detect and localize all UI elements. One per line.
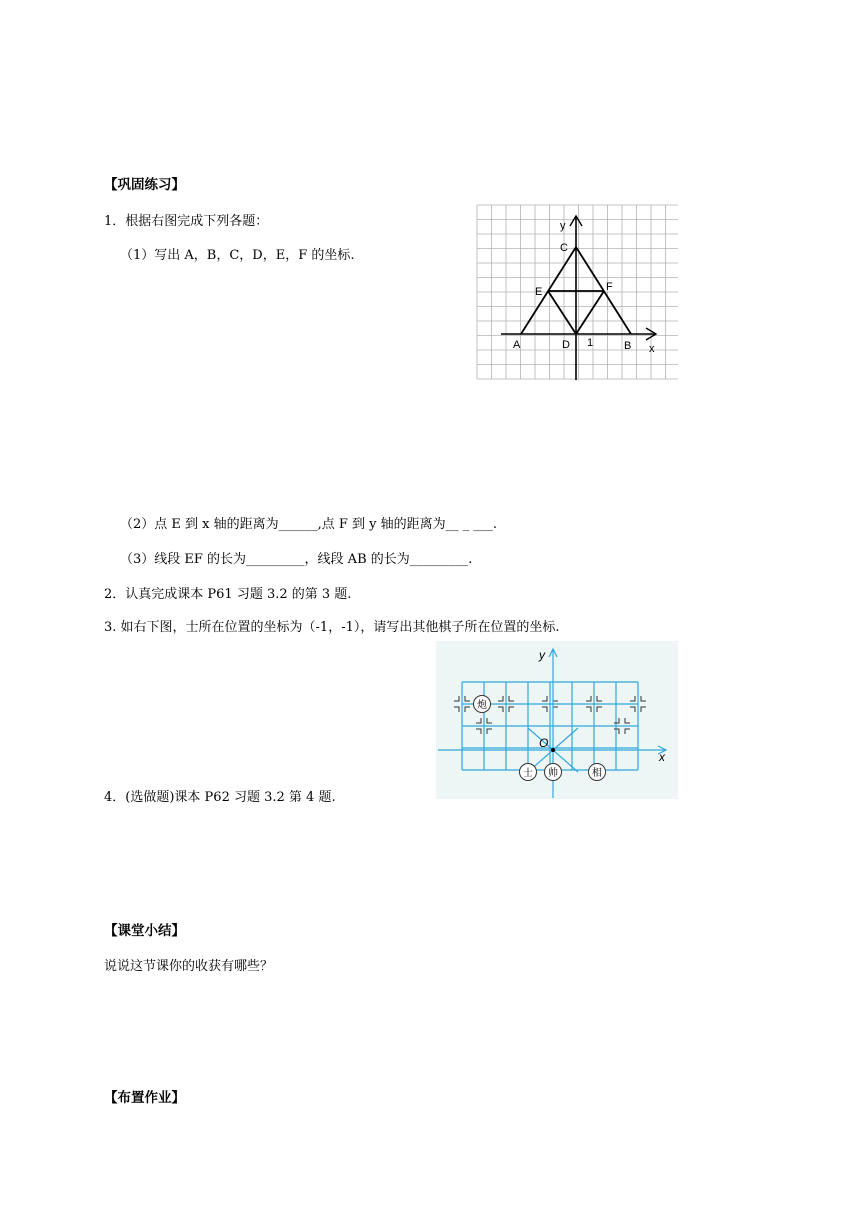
label-b: B: [624, 340, 632, 352]
summary-question: 说说这节课你的收获有哪些？: [104, 959, 274, 974]
piece-xiang: [589, 764, 606, 781]
segment-ed: [548, 291, 576, 334]
question-1-part-1: （1）写出 A，B，C，D，E，F 的坐标.: [120, 248, 355, 263]
origin-point: [551, 748, 555, 752]
grid-lines: [477, 205, 678, 379]
summary-heading: 【课堂小结】: [104, 923, 185, 939]
label-c: C: [560, 242, 568, 254]
label-x: x: [649, 343, 655, 355]
label-one: 1: [587, 337, 594, 349]
piece-shi: [520, 764, 537, 781]
question-1-part-3: （3）线段 EF 的长为_________，线段 AB 的长为_________.: [120, 552, 473, 567]
segment-fd: [576, 291, 604, 334]
piece-shuai: [545, 764, 562, 781]
svg-text:士: 士: [523, 768, 533, 779]
question-1-part-2: （2）点 E 到 x 轴的距离为______,点 F 到 y 轴的距离为__ _ ___.: [120, 517, 498, 532]
question-2: 2．认真完成课本 P61 习题 3.2 的第 3 题.: [104, 587, 352, 602]
label-d: D: [562, 339, 570, 351]
question-4: 4．(选做题)课本 P62 习题 3.2 第 4 题.: [104, 790, 336, 805]
label-x: x: [659, 750, 665, 764]
label-y: y: [539, 648, 545, 662]
homework-heading: 【布置作业】: [104, 1090, 185, 1106]
svg-text:相: 相: [592, 768, 602, 779]
label-a: A: [513, 339, 521, 351]
question-3: 3. 如右下图，士所在位置的坐标为（-1，-1），请写出其他棋子所在位置的坐标.: [104, 620, 560, 635]
piece-pao: [474, 696, 491, 713]
label-f: F: [606, 281, 613, 293]
label-origin: O: [539, 736, 549, 750]
label-y: y: [560, 220, 566, 232]
triangle-grid-figure: [476, 204, 678, 380]
chessboard-figure: [436, 641, 678, 799]
svg-text:炮: 炮: [477, 700, 487, 711]
svg-text:帅: 帅: [548, 768, 558, 779]
question-1: 1．根据右图完成下列各题：: [104, 214, 269, 229]
practice-heading: 【巩固练习】: [104, 177, 185, 193]
label-e: E: [535, 286, 543, 298]
